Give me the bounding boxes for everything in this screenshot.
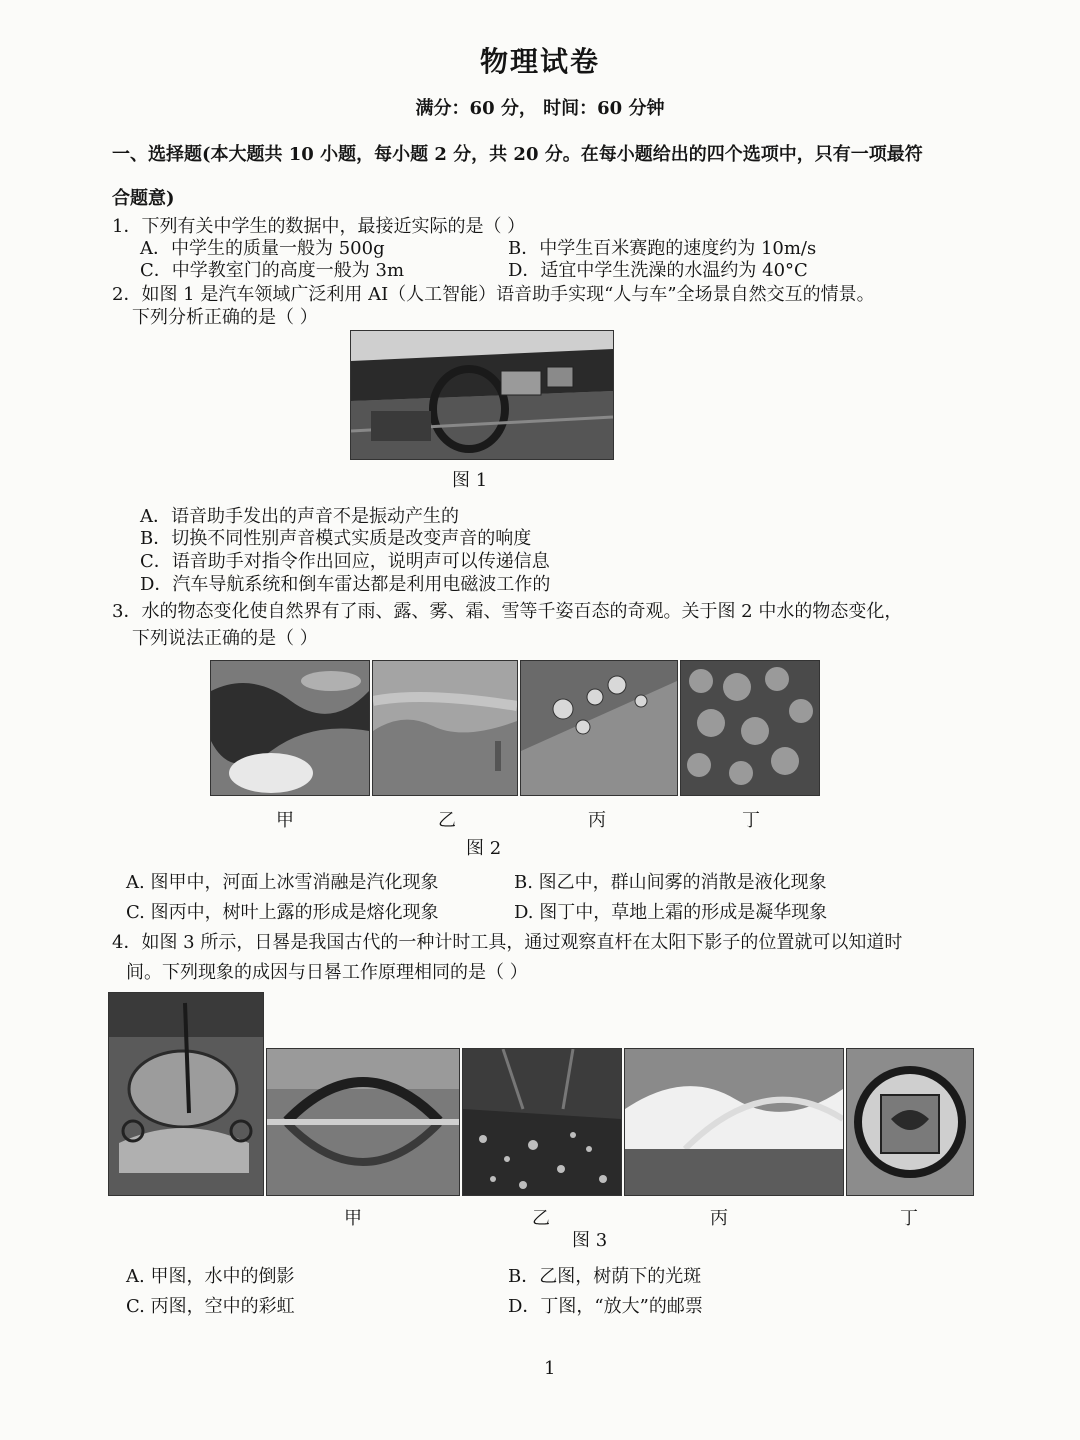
- q1-option-d: D．适宜中学生洗澡的水温约为 40°C: [508, 260, 808, 281]
- figure3-bing-rainbow-sky-image: [624, 1048, 844, 1196]
- figure3-sundial-image: [108, 992, 264, 1196]
- figure2-label-bing: 丙: [588, 810, 606, 831]
- figure1-car-interior-image: [350, 330, 614, 460]
- figure2-jia-ice-melting-image: [210, 660, 370, 796]
- figure3-label-yi: 乙: [532, 1208, 550, 1229]
- figure2-bing-dew-leaf-image: [520, 660, 678, 796]
- q2-option-b: B．切换不同性别声音模式实质是改变声音的响度: [140, 528, 532, 549]
- q3-option-c: C. 图丙中，树叶上露的形成是熔化现象: [126, 902, 439, 923]
- figure1-caption: 图 1: [452, 470, 488, 491]
- q4-option-c: C. 丙图，空中的彩虹: [126, 1296, 295, 1317]
- score-time-line: 满分：60 分， 时间：60 分钟: [415, 98, 665, 119]
- q4-option-d: D．丁图，“放大”的邮票: [508, 1296, 703, 1317]
- q3-stem-line1: 3．水的物态变化使自然界有了雨、露、雾、霜、雪等千姿百态的奇观。关于图 2 中水的物态变化，: [112, 601, 903, 622]
- figure2-ding-frost-grass-image: [680, 660, 820, 796]
- figure2-label-ding: 丁: [742, 810, 760, 831]
- q3-option-d: D. 图丁中，草地上霜的形成是凝华现象: [514, 902, 828, 923]
- q4-stem-line2: 间。下列现象的成因与日晷工作原理相同的是（ ）: [126, 962, 528, 983]
- q2-option-a: A．语音助手发出的声音不是振动产生的: [140, 506, 459, 527]
- q2-option-d: D．汽车导航系统和倒车雷达都是利用电磁波工作的: [140, 574, 551, 595]
- q4-stem-line1: 4．如图 3 所示，日晷是我国古代的一种计时工具，通过观察直杆在太阳下影子的位置就可以知道时: [112, 932, 903, 953]
- page-title: 物理试卷: [479, 45, 600, 78]
- figure3-label-bing: 丙: [710, 1208, 728, 1229]
- q1-option-a: A．中学生的质量一般为 500g: [140, 238, 385, 259]
- figure2-label-yi: 乙: [438, 810, 456, 831]
- q3-option-b: B. 图乙中，群山间雾的消散是液化现象: [514, 872, 827, 893]
- q3-stem-line2: 下列说法正确的是（ ）: [132, 628, 318, 649]
- q4-option-a: A. 甲图，水中的倒影: [126, 1266, 295, 1287]
- figure3-caption: 图 3: [572, 1230, 608, 1251]
- q2-option-c: C．语音助手对指令作出回应，说明声可以传递信息: [140, 551, 550, 572]
- figure3-jia-bridge-reflection-image: [266, 1048, 460, 1196]
- q3-option-a: A. 图甲中，河面上冰雪消融是汽化现象: [126, 872, 439, 893]
- figure2-caption: 图 2: [466, 838, 502, 859]
- page-number: 1: [544, 1358, 556, 1379]
- section-heading-line1: 一、选择题(本大题共 10 小题，每小题 2 分，共 20 分。在每小题给出的四个选项中，只有一项最符: [112, 144, 923, 165]
- q4-option-b: B．乙图，树荫下的光斑: [508, 1266, 702, 1287]
- q1-option-c: C．中学教室门的高度一般为 3m: [140, 260, 405, 281]
- figure3-label-jia: 甲: [344, 1208, 362, 1229]
- figure3-label-ding: 丁: [900, 1208, 918, 1229]
- section-heading-line2: 合题意): [112, 188, 175, 209]
- figure2-label-jia: 甲: [276, 810, 294, 831]
- figure3-ding-magnified-stamp-image: [846, 1048, 974, 1196]
- figure2-yi-fog-mountains-image: [372, 660, 518, 796]
- q2-stem-line2: 下列分析正确的是（ ）: [132, 307, 318, 328]
- q1-stem: 1．下列有关中学生的数据中，最接近实际的是（ ）: [112, 216, 526, 237]
- q2-stem-line1: 2．如图 1 是汽车领域广泛利用 AI（人工智能）语音助手实现“人与车”全场景自然交互的情景。: [112, 284, 875, 305]
- q1-option-b: B．中学生百米赛跑的速度约为 10m/s: [508, 238, 817, 259]
- figure3-yi-tree-shade-light-spots-image: [462, 1048, 622, 1196]
